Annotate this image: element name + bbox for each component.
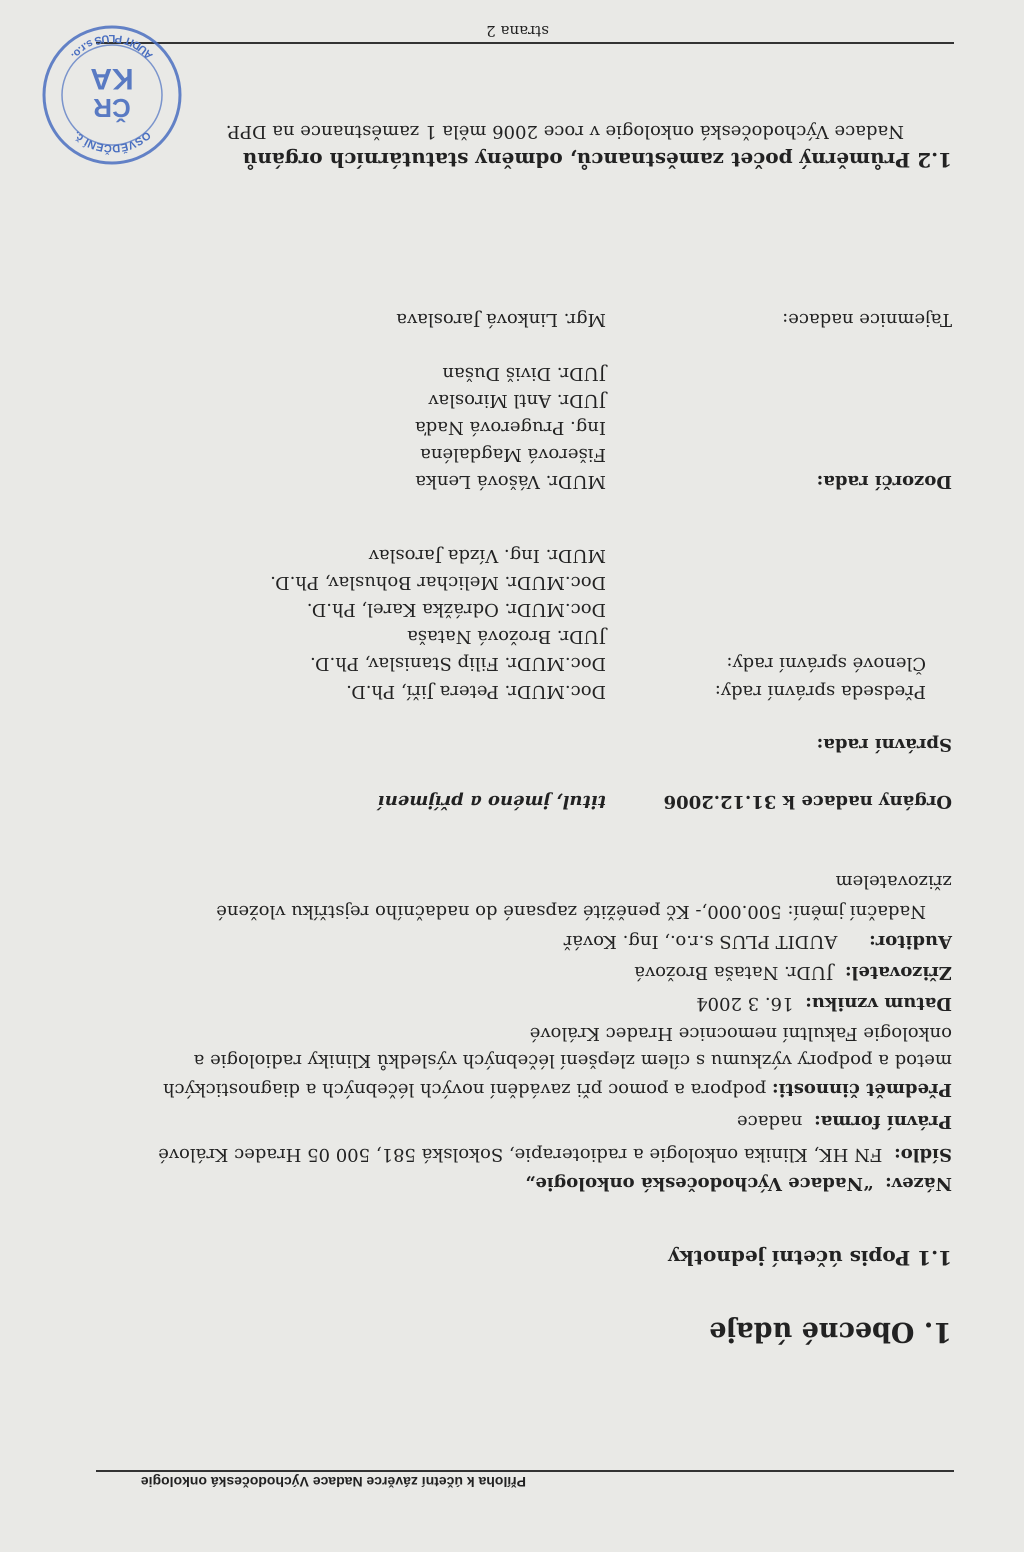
tajemnice-label: Tajemnice nadace: [782, 309, 952, 330]
sidlo-row [158, 1144, 952, 1165]
auditor-stamp [39, 22, 184, 167]
clen-2: JUDr. Brožová Nataša [407, 626, 606, 647]
svg-text:OSVĚDČENÍ č. [71, 129, 153, 156]
pravni-forma-value: nadace [737, 1111, 803, 1132]
nadacni-jmeni-line1: Nadační jmění: 500.000,- Kč peněžité zapsané do nadačního rejstříku vložené [216, 901, 926, 922]
footer-rule [96, 42, 954, 44]
zrizovatel-value: JUDr. Nataša Brožová [634, 962, 834, 983]
clen-3: Doc.MUDr. Odrážka Karel, Ph.D. [306, 599, 606, 620]
section-title-entity: 1.1 Popis účetní jednotky [668, 1246, 952, 1270]
nazev-label: Název: [885, 1173, 952, 1194]
predseda-name: Doc.MUDr. Petera Jiří, Ph.D. [346, 681, 606, 702]
clenove-label: Členové správní rady: [726, 653, 926, 674]
employees-text: Nadace Východočeská onkologie v roce 2006 měla 1 zaměstnance na DPP. [225, 121, 904, 142]
auditor-label: Auditor: [869, 931, 952, 952]
predseda-label: Předseda správní rady: [714, 681, 926, 702]
stamp-code2: KA [90, 62, 134, 95]
dozorci-5: JUDr. Diviš Dušan [442, 363, 606, 384]
predmet-row [97, 1075, 952, 1104]
predmet-label: Předmět činnosti: [771, 1079, 952, 1100]
sidlo-label: Sídlo: [894, 1144, 952, 1165]
dozorci-2: Fišerová Magdaléna [420, 444, 606, 465]
dozorci-3: Ing. Prugerová Naďa [415, 417, 606, 438]
stamp-bottom-text: AUDIT PLUS s.r.o. [68, 31, 156, 62]
organy-header-right: titul, jméno a příjmení [377, 791, 606, 812]
predmet-line3: onkologie Fakultní nemocnice Hradec Králové [529, 1023, 952, 1044]
datum-value: 16. 3 2004 [696, 993, 794, 1014]
dozorci-rada-label: Dozorčí rada: [816, 471, 952, 492]
organy-header-left: Orgány nadace k 31.12.2006 [663, 791, 952, 812]
datum-row [696, 993, 952, 1014]
nadacni-jmeni-line2: zřizovatelem [835, 871, 952, 892]
svg-text:AUDIT PLUS s.r.o. [68, 32, 155, 61]
zrizovatel-row [634, 962, 952, 983]
auditor-value: AUDIT PLUS s.r.o., Ing. Kovář [563, 931, 838, 952]
section-title-employees: 1.2 Průměrný počet zaměstnanců, odměny statutárních orgánů [242, 148, 952, 172]
pravni-forma-row [737, 1111, 952, 1132]
predmet-line2: metod a podpory výzkumu s cílem zlepšení léčebných výsledků Kliniky radiologie a [193, 1050, 952, 1071]
page-header: Příloha k účetní závěrce Nadace Východočeská onkologie [140, 1474, 526, 1490]
pravni-forma-label: Právní forma: [814, 1111, 952, 1132]
dozorci-1: MUDr. Vášová Lenka [415, 471, 606, 492]
spravni-rada-label: Správní rada: [816, 734, 952, 755]
section-title-general: 1. Obecné údaje [709, 1316, 952, 1347]
zrizovatel-label: Zřizovatel: [844, 962, 952, 983]
clen-4: Doc.MUDr. Melichar Bohuslav, Ph.D. [270, 572, 606, 593]
stamp-code1: ČR [93, 93, 131, 123]
nazev-value: “Nadace Východočeská onkologie„ [525, 1173, 874, 1194]
auditor-row [564, 931, 952, 952]
datum-label: Datum vzniku: [805, 993, 952, 1014]
dozorci-4: JUDr. Antl Miroslav [428, 390, 606, 411]
nazev-row [525, 1173, 952, 1194]
clen-5: MUDr. Ing. Vízda Jaroslav [368, 545, 606, 566]
tajemnice-name: Mgr. Linková Jaroslava [396, 309, 606, 330]
page-number: strana 2 [486, 22, 549, 40]
sidlo-value: FN HK, Klinika onkologie a radioterapie, Sokolská 581, 500 05 Hradec Králové [158, 1144, 883, 1165]
stamp-top-text: OSVĚDČENÍ č. [71, 128, 153, 155]
clen-1: Doc.MUDr. Filip Stanislav, Ph.D. [310, 653, 606, 674]
predmet-line1: podpora a pomoc při zavádění nových léčebných a diagnostických [162, 1079, 767, 1100]
header-rule [96, 1470, 954, 1472]
